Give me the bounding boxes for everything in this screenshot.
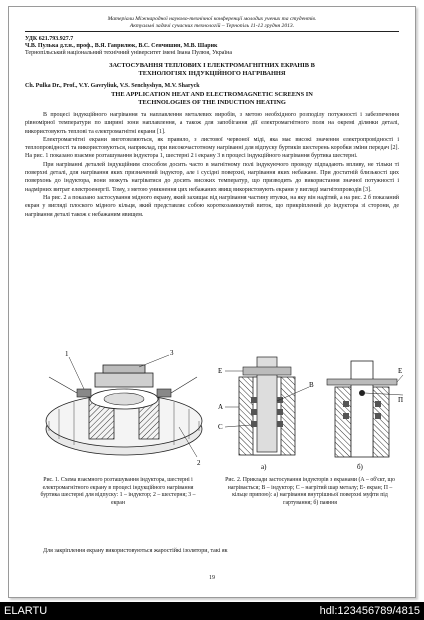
figure-2-label-c: С <box>218 423 223 431</box>
title-english-line-2: TECHNOLOGIES OF THE INDUCTION HEATING <box>138 99 286 106</box>
figure-2-label-p: П <box>398 396 404 404</box>
authors-ukrainian: Ч.В. Пулька д.т.н., проф., В.Я. Гаврилюк, В.С. Сенчишин, М.В. Шарик <box>25 43 218 49</box>
figure-2-label-e: Е <box>218 367 223 375</box>
figure-1-label-3: 3 <box>170 349 174 357</box>
authors-english: Ch. Pulka Dr., Prof., V.Y. Gavryliuk, V.S. Senchyshyn, M.V. Sharyck <box>25 83 200 89</box>
last-paragraph: Для закріплення екрану використовуються жаростійкі ізолятори, такі як <box>43 548 228 554</box>
figure-2b-label: б) <box>357 463 363 471</box>
running-header-line-1: Матеріали Міжнародної науково-технічної конференції молодих учених та студентів. <box>107 16 317 22</box>
figure-2-label-a: А <box>218 403 224 411</box>
figures-row <box>25 347 404 472</box>
paragraph-4: На рис. 2 а показано застосування мідного екрану, який захищає від нагрівання частину втулки, на яку він надітий, а на рис. 2 б показаний екран у вигляді плоского мідного кільця, який представляє собою короткозамкнутий виток, що прикріплений до індуктора зі сторони, де нагрівання деталі також є небажаним явищем. <box>25 194 399 218</box>
figure-2a-drawing <box>218 357 314 471</box>
figure-1-illustration <box>29 347 209 472</box>
repository-name: ELARTU <box>4 605 48 617</box>
figure-1-label-2: 2 <box>197 459 201 467</box>
figure-2-illustration <box>217 347 407 472</box>
figure-2-label-b: В <box>309 381 314 389</box>
header-rule <box>25 31 399 32</box>
affiliation: Тернопільський національний технічний університет імені Івана Пулюя, Україна <box>25 50 232 56</box>
figure-1-label-1: 1 <box>65 350 69 358</box>
udc-code: УДК 621.793.927.7 <box>25 36 74 42</box>
figure-1-caption: Рис. 1. Схема взаємного розташування індуктора, шестерні і електромагнітного екрану в процесі індукційного нагрівання буртика шестерні для відпуску: 1 – індуктор; 2 – шестерня; 3 – екран <box>40 477 196 506</box>
title-ukrainian-line-1: ЗАСТОСУВАННЯ ТЕПЛОВИХ І ЕЛЕКТРОМАГНІТНИХ ЕКРАНІВ В <box>109 62 315 69</box>
page-number: 19 <box>209 575 215 581</box>
title-english-line-1: THE APPLICATION HEAT AND ELECTROMAGNETIC SCREENS IN <box>111 91 313 98</box>
journal-page <box>8 6 416 598</box>
figure-2a-label: а) <box>261 463 267 471</box>
handle-identifier[interactable]: hdl:123456789/4815 <box>319 605 420 617</box>
figure-2-label-e-b: Е <box>398 367 403 375</box>
figure-2-caption: Рис. 2. Приклади застосування індукторів з екранами (А – об'єкт, що нагрівається; В – індуктор; С – нагрітий шар металу; Е- екран; П – кільце припою): а) нагрівання внутрішньої поверхні муфти під гартування; б) паяння <box>225 477 395 506</box>
paragraph-3: При нагріванні деталей індукційним способом досить часто в магнітному полі індукуючого проводу підпадають впливу, не тільки ті поверхні деталі, для нагрівання яких призначений індуктор, але і сусідні поверхні, нагрівання яких небажане. При достатній близькості цих поверхонь до індуктора, вони можуть нагріватися до досить високих температур, що призводить до використання значної потужності і надмірних витрат електроенергії. Тому, з метою уникнення цих небажаних явищ використовують екрани у вигляді магнітопроводів [3]. <box>25 161 399 193</box>
running-header-line-2: Актуальні задачі сучасних технологій – Тернопіль 11-12 грудня 2013. <box>129 23 295 29</box>
article-body <box>25 111 399 219</box>
paragraph-1: В процесі індукційного нагрівання та наплавлення металевих виробів, з метою необхідного розподілу потужності і забезпечення рівномірної температури по ширині зони наплавлення, а також для запобігання дії електромагнітного поля на окремі ділянки деталі, використовують теплові та електромагнітні екрани [1]. <box>25 112 399 135</box>
figure-2b-drawing <box>327 361 403 471</box>
viewer-footer-bar <box>0 602 424 620</box>
paragraph-2: Електромагнітні екрани виготовляються, як правило, з листової червоної міді, яка має високі значення електропровідності і теплопровідності та використовуються, наприклад, при високочастотному нагріванні для відпуску буртиків шестерень коробки зміни передач [2]. На рис. 1 показано взаємне розташування індуктора 1, шестерні 2 і екрану 3 в процесі індукційного нагрівання буртика шестерні. <box>25 136 399 160</box>
title-ukrainian-line-2: ТЕХНОЛОГІЯХ ІНДУКЦІЙНОГО НАГРІВАННЯ <box>138 70 286 77</box>
